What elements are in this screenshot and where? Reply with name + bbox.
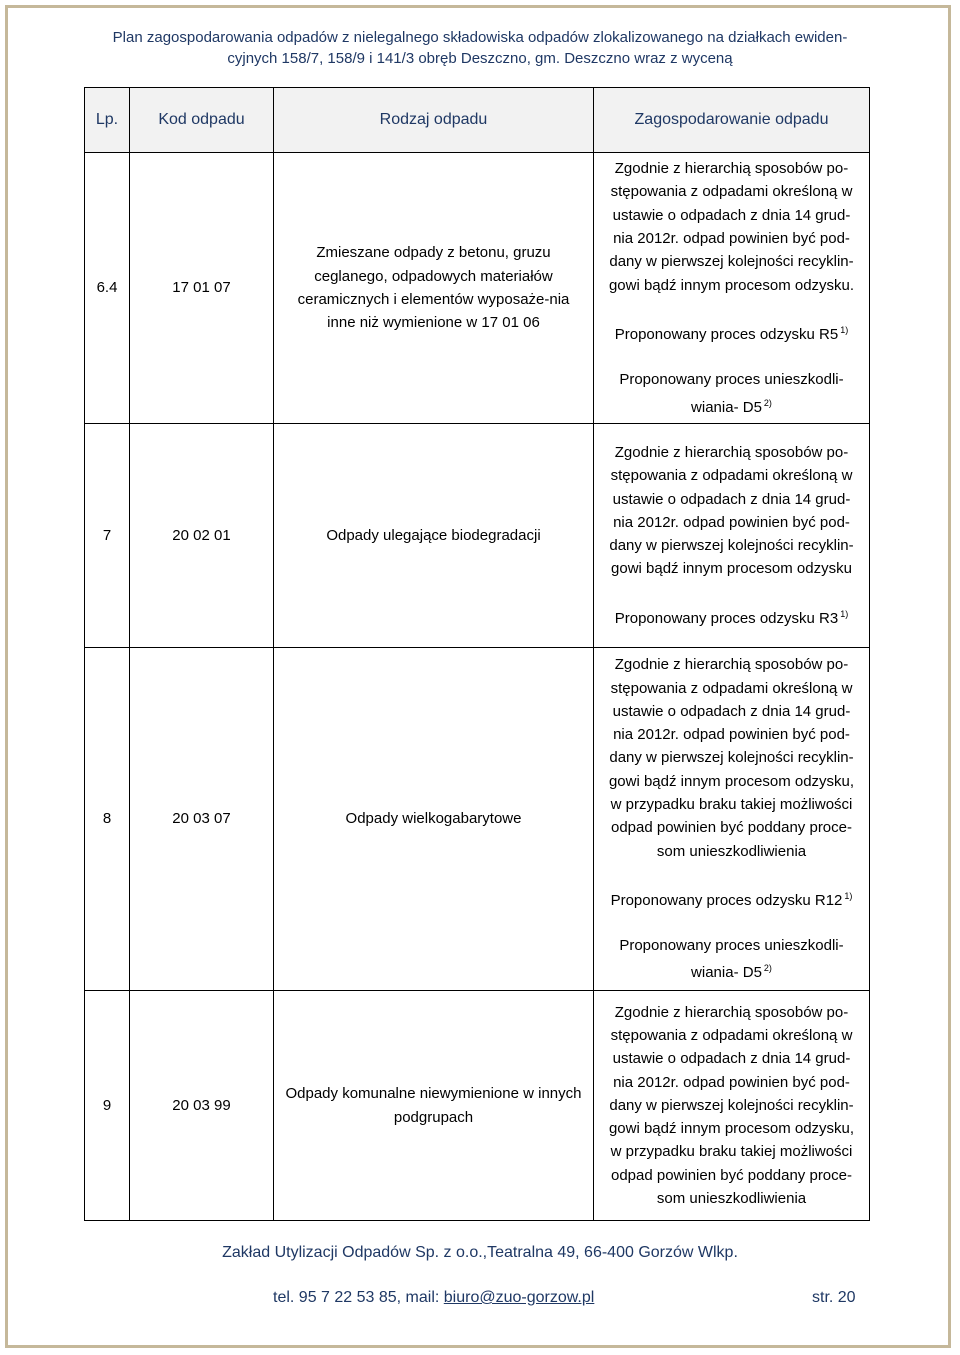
- row-code: 17 01 07: [130, 153, 274, 424]
- row-management: [594, 424, 870, 648]
- disposal-process-text: Proponowany proces unieszkodli-wiania- D5: [619, 937, 844, 982]
- disposal-footnote: 2): [763, 397, 772, 408]
- recovery-process: [604, 603, 859, 630]
- disposal-process: [604, 934, 859, 985]
- table-row: [85, 648, 870, 991]
- disposal-footnote: 2): [763, 963, 772, 974]
- row-type: Odpady wielkogabarytowe: [274, 648, 594, 991]
- recovery-process-text: Proponowany proces odzysku R3: [614, 609, 839, 627]
- recovery-footnote: 1): [844, 890, 853, 901]
- recovery-process-text: Proponowany proces odzysku R12: [610, 891, 843, 909]
- column-header-type: Rodzaj odpadu: [274, 88, 594, 153]
- footer-company: Zakład Utylizacji Odpadów Sp. z o.o.,Teatralna 49, 66-400 Gorzów Wlkp.: [222, 1244, 738, 1261]
- column-header-management: Zagospodarowanie odpadu: [594, 88, 870, 153]
- row-management: [594, 991, 870, 1221]
- row-code: 20 03 99: [130, 991, 274, 1221]
- disposal-process: [604, 368, 859, 419]
- row-lp: 7: [85, 424, 130, 648]
- table-row: [85, 153, 870, 424]
- header-line-2: cyjnych 158/7, 158/9 i 141/3 obręb Deszczno, gm. Deszczno wraz z wyceną: [227, 50, 733, 67]
- recovery-process-text: Proponowany proces odzysku R5: [614, 325, 839, 343]
- page-number: str. 20: [812, 1289, 856, 1306]
- recovery-footnote: 1): [840, 608, 849, 619]
- row-code: 20 03 07: [130, 648, 274, 991]
- document-header: [60, 27, 900, 69]
- row-type: Zmieszane odpady z betonu, gruzu ceglanego, odpadowych materiałów ceramicznych i elementów wyposaże-nia inne niż wymienione w 17 01 06: [274, 153, 594, 424]
- table-header-row: [85, 88, 870, 153]
- row-lp: 9: [85, 991, 130, 1221]
- footer-email-link[interactable]: biuro@zuo-gorzow.pl: [443, 1289, 595, 1306]
- waste-table: [84, 87, 870, 1221]
- recovery-footnote: 1): [840, 324, 849, 335]
- management-text: Zgodnie z hierarchią sposobów po-stępowania z odpadami określoną w ustawie o odpadach z dnia 14 grud-nia 2012r. odpad powinien być pod-dany w pierwszej kolejności recyklin-gowi bądź innym procesom odzysku, w przypadku braku takiej możliwości odpad powinien być poddany proce-som unieszkodliwienia: [608, 656, 855, 860]
- management-text: Zgodnie z hierarchią sposobów po-stępowania z odpadami określoną w ustawie o odpadach z dnia 14 grud-nia 2012r. odpad powinien być pod-dany w pierwszej kolejności recyklin-gowi bądź innym procesom odzysku.: [608, 160, 855, 294]
- row-management: [594, 648, 870, 991]
- disposal-process-text: Proponowany proces unieszkodli-wiania- D5: [619, 371, 844, 416]
- row-management: [594, 153, 870, 424]
- management-text: Zgodnie z hierarchią sposobów po-stępowania z odpadami określoną w ustawie o odpadach z dnia 14 grud-nia 2012r. odpad powinien być pod-dany w pierwszej kolejności recyklin-gowi bądź innym procesom odzysku: [609, 443, 854, 578]
- row-lp: 8: [85, 648, 130, 991]
- column-header-lp: Lp.: [85, 88, 130, 153]
- recovery-process: [604, 885, 859, 912]
- recovery-process: [604, 319, 859, 346]
- column-header-code: Kod odpadu: [130, 88, 274, 153]
- row-lp: 6.4: [85, 153, 130, 424]
- table-row: [85, 991, 870, 1221]
- header-line-1: Plan zagospodarowania odpadów z nielegalnego składowiska odpadów zlokalizowanego na działkach ewiden-: [112, 29, 848, 46]
- management-text: Zgodnie z hierarchią sposobów po-stępowania z odpadami określoną w ustawie o odpadach z dnia 14 grud-nia 2012r. odpad powinien być pod-dany w pierwszej kolejności recyklin-gowi bądź innym procesom odzysku, w przypadku braku takiej możliwości odpad powinien być poddany proce-som unieszkodliwienia: [608, 1003, 855, 1208]
- row-type: Odpady komunalne niewymienione w innych podgrupach: [274, 991, 594, 1221]
- footer-contact: [273, 1289, 594, 1307]
- footer-phone: tel. 95 7 22 53 85, mail:: [273, 1289, 444, 1306]
- table-row: [85, 424, 870, 648]
- row-code: 20 02 01: [130, 424, 274, 648]
- row-type: Odpady ulegające biodegradacji: [274, 424, 594, 648]
